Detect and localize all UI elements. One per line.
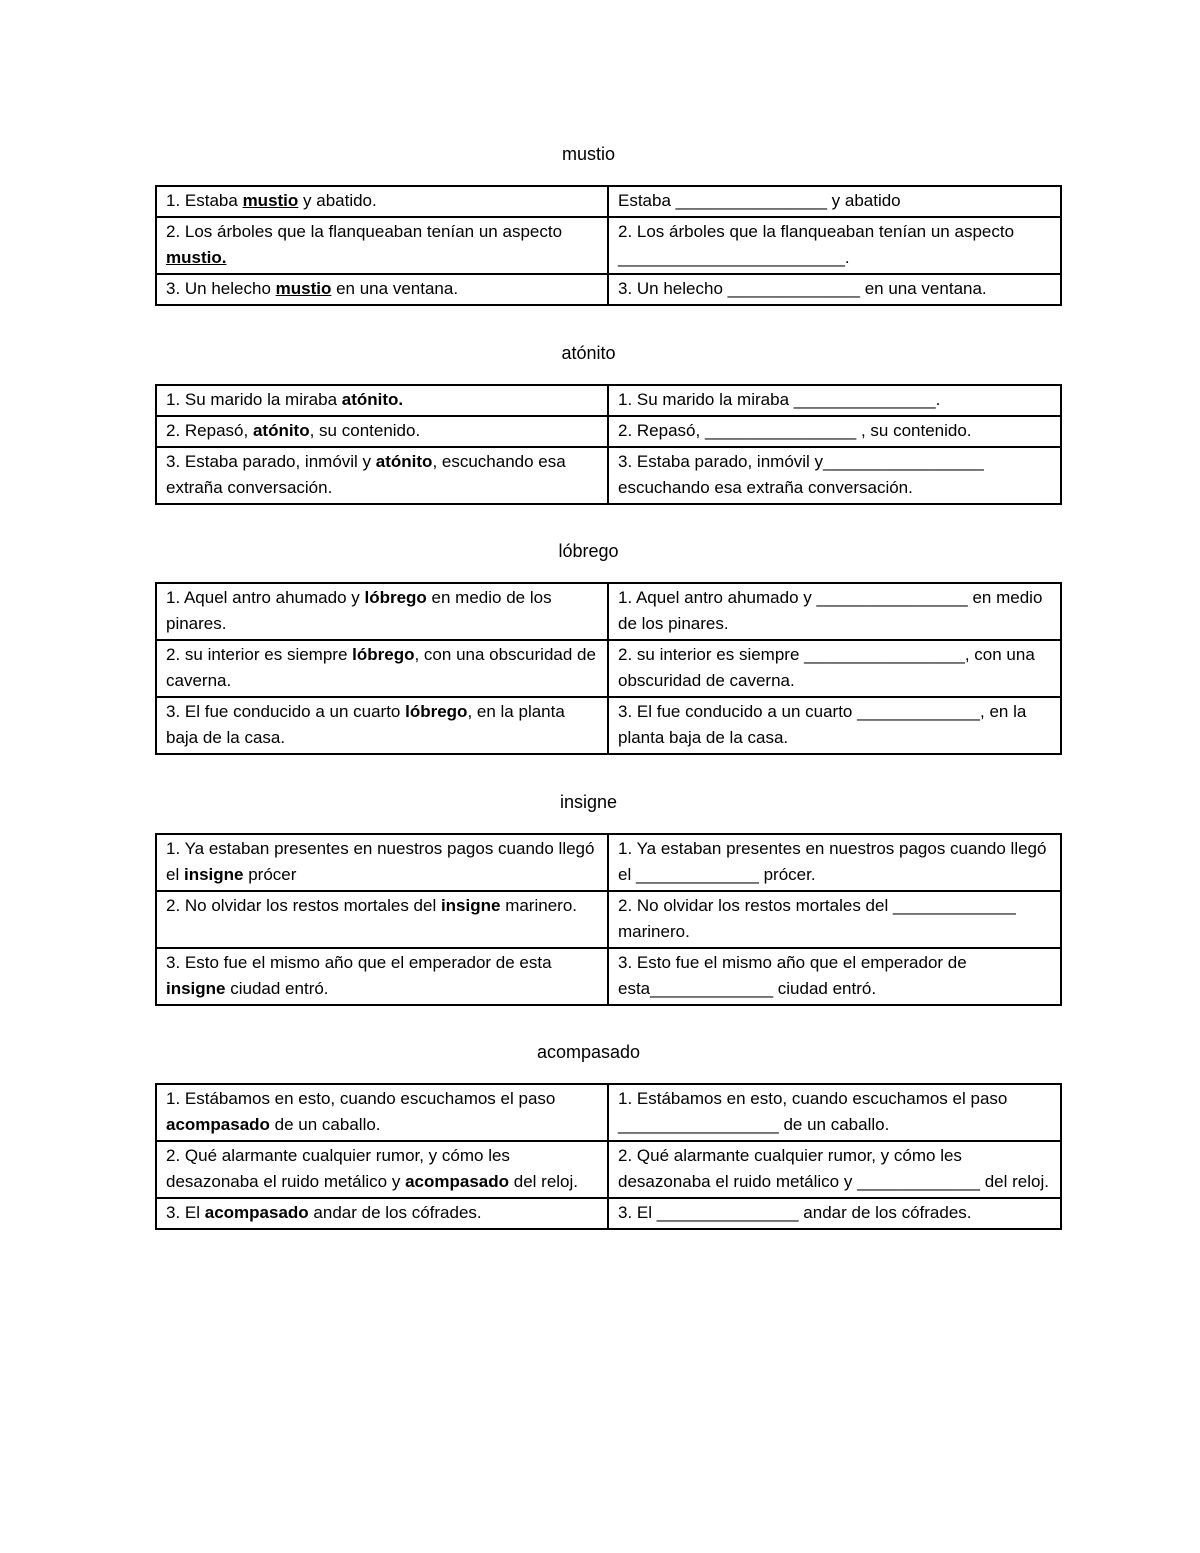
target-word: acompasado <box>405 1172 510 1191</box>
exercise-table <box>155 1083 1062 1230</box>
target-word: acompasado <box>204 1203 309 1222</box>
example-sentence-cell <box>156 1141 608 1198</box>
sentence-text: 2. Qué alarmante cualquier rumor, y cómo les desazonaba el ruido metálico y _____________ del reloj. <box>618 1146 1049 1191</box>
target-word: mustio. <box>166 248 227 267</box>
table-row <box>156 1084 1061 1141</box>
sentence-text: 1. Estábamos en esto, cuando escuchamos el paso <box>166 1089 556 1108</box>
sentence-text: 2. su interior es siempre _________________, con una obscuridad de caverna. <box>618 645 1035 690</box>
sentence-text: 1. Estábamos en esto, cuando escuchamos el paso _________________ de un caballo. <box>618 1089 1008 1134</box>
fill-in-sentence-cell <box>608 834 1061 891</box>
table-row <box>156 640 1061 697</box>
sentence-text: 2. Los árboles que la flanqueaban tenían un aspecto <box>166 222 563 241</box>
example-sentence-cell <box>156 1084 608 1141</box>
vocab-section <box>155 1041 1049 1230</box>
example-sentence-cell <box>156 891 608 948</box>
example-sentence-cell <box>156 697 608 754</box>
table-row <box>156 217 1061 274</box>
section-title: lóbrego <box>558 541 619 561</box>
exercise-table <box>155 582 1062 755</box>
table-row <box>156 447 1061 504</box>
target-word: acompasado <box>166 1115 270 1134</box>
vocab-section <box>155 791 1047 1006</box>
vocab-section <box>155 342 1022 505</box>
example-sentence-cell <box>156 217 608 274</box>
example-sentence-cell <box>156 385 608 416</box>
sentence-text: 1. Aquel antro ahumado y ________________ en medio de los pinares. <box>618 588 1043 633</box>
exercise-table <box>155 384 1062 505</box>
sentence-text: 3. Estaba parado, inmóvil y_________________ escuchando esa extraña conversación. <box>618 452 984 497</box>
sentence-text: del reloj. <box>509 1172 579 1191</box>
section-title: mustio <box>561 144 615 164</box>
exercise-table <box>155 185 1062 306</box>
fill-in-sentence-cell <box>608 640 1061 697</box>
sentence-text: prócer <box>243 865 297 884</box>
table-row <box>156 1198 1061 1229</box>
table-row <box>156 385 1061 416</box>
table-row <box>156 1141 1061 1198</box>
sentence-text: marinero. <box>500 896 577 915</box>
sentence-text: , escuchando esa extraña conversación. <box>166 452 566 497</box>
fill-in-sentence-cell <box>608 1141 1061 1198</box>
fill-in-sentence-cell <box>608 891 1061 948</box>
sentence-text: 1. Ya estaban presentes en nuestros pagos cuando llegó el <box>166 839 595 884</box>
vocab-section <box>155 143 1022 306</box>
sentence-text: 2. Repasó, <box>166 421 253 440</box>
sentence-text: en medio de los pinares. <box>166 588 552 633</box>
target-word: insigne <box>440 896 501 915</box>
section-title: insigne <box>559 792 618 812</box>
sentence-text: 2. Repasó, ________________ , su contenido. <box>618 421 972 440</box>
exercise-table <box>155 833 1062 1006</box>
fill-in-sentence-cell <box>608 948 1061 1005</box>
sentence-text: y abatido. <box>298 191 377 210</box>
sentence-text: 1. Estaba <box>166 191 243 210</box>
fill-in-sentence-cell <box>608 1198 1061 1229</box>
table-row <box>156 697 1061 754</box>
table-row <box>156 834 1061 891</box>
sentence-text: en una ventana. <box>331 279 459 298</box>
vocab-section <box>155 540 1043 755</box>
example-sentence-cell <box>156 274 608 305</box>
target-word: mustio <box>242 191 299 210</box>
example-sentence-cell <box>156 948 608 1005</box>
example-sentence-cell <box>156 416 608 447</box>
sentence-text: 3. El _______________ andar de los cófrades. <box>618 1203 972 1222</box>
table-row <box>156 948 1061 1005</box>
fill-in-sentence-cell <box>608 186 1061 217</box>
section-title: atónito <box>561 343 616 363</box>
target-word: lóbrego <box>364 588 427 607</box>
sentence-text: , con una obscuridad de caverna. <box>166 645 596 690</box>
sentence-text: 3. El fue conducido a un cuarto <box>166 702 406 721</box>
fill-in-sentence-cell <box>608 1084 1061 1141</box>
table-row <box>156 274 1061 305</box>
fill-in-sentence-cell <box>608 274 1061 305</box>
sentence-text: 3. Esto fue el mismo año que el emperador de esta <box>166 953 552 972</box>
table-row <box>156 583 1061 640</box>
fill-in-sentence-cell <box>608 385 1061 416</box>
sentence-text: 2. No olvidar los restos mortales del _____________ marinero. <box>618 896 1016 941</box>
target-word: atónito <box>375 452 433 471</box>
sentence-text: ciudad entró. <box>225 979 329 998</box>
example-sentence-cell <box>156 186 608 217</box>
table-row <box>156 891 1061 948</box>
sentence-text: 3. Un helecho <box>166 279 276 298</box>
table-row <box>156 416 1061 447</box>
sentence-text: andar de los cófrades. <box>308 1203 482 1222</box>
target-word: lóbrego <box>405 702 468 721</box>
fill-in-sentence-cell <box>608 583 1061 640</box>
sentence-text: 3. Estaba parado, inmóvil y <box>166 452 376 471</box>
sentence-text: 2. Los árboles que la flanqueaban tenían un aspecto ________________________. <box>618 222 1015 267</box>
example-sentence-cell <box>156 834 608 891</box>
sentence-text: 1. Ya estaban presentes en nuestros pagos cuando llegó el _____________ prócer. <box>618 839 1047 884</box>
sentence-text: 3. El <box>166 1203 205 1222</box>
sentence-text: 3. El fue conducido a un cuarto _____________, en la planta baja de la casa. <box>618 702 1027 747</box>
example-sentence-cell <box>156 583 608 640</box>
fill-in-sentence-cell <box>608 416 1061 447</box>
sentence-text: 1. Su marido la miraba <box>166 390 342 409</box>
sentence-text: 1. Su marido la miraba _______________. <box>618 390 941 409</box>
sentence-text: , en la planta baja de la casa. <box>166 702 565 747</box>
fill-in-sentence-cell <box>608 217 1061 274</box>
target-word: insigne <box>183 865 244 884</box>
target-word: mustio <box>275 279 332 298</box>
sentence-text: 3. Un helecho ______________ en una ventana. <box>618 279 987 298</box>
sentence-text: 1. Aquel antro ahumado y <box>166 588 365 607</box>
example-sentence-cell <box>156 447 608 504</box>
sentence-text: 2. Qué alarmante cualquier rumor, y cómo les desazonaba el ruido metálico y <box>166 1146 510 1191</box>
section-title: acompasado <box>536 1042 641 1062</box>
sentence-text: Estaba ________________ y abatido <box>618 191 901 210</box>
example-sentence-cell <box>156 1198 608 1229</box>
target-word: lóbrego <box>352 645 415 664</box>
target-word: atónito <box>252 421 310 440</box>
example-sentence-cell <box>156 640 608 697</box>
fill-in-sentence-cell <box>608 447 1061 504</box>
sentence-text: 2. No olvidar los restos mortales del <box>166 896 441 915</box>
sentence-text: de un caballo. <box>269 1115 381 1134</box>
table-row <box>156 186 1061 217</box>
sentence-text: 2. su interior es siempre <box>166 645 353 664</box>
sentence-text: 3. Esto fue el mismo año que el emperador de esta_____________ ciudad entró. <box>618 953 967 998</box>
sentence-text: , su contenido. <box>309 421 421 440</box>
target-word: insigne <box>166 979 226 998</box>
target-word: atónito. <box>341 390 404 409</box>
fill-in-sentence-cell <box>608 697 1061 754</box>
